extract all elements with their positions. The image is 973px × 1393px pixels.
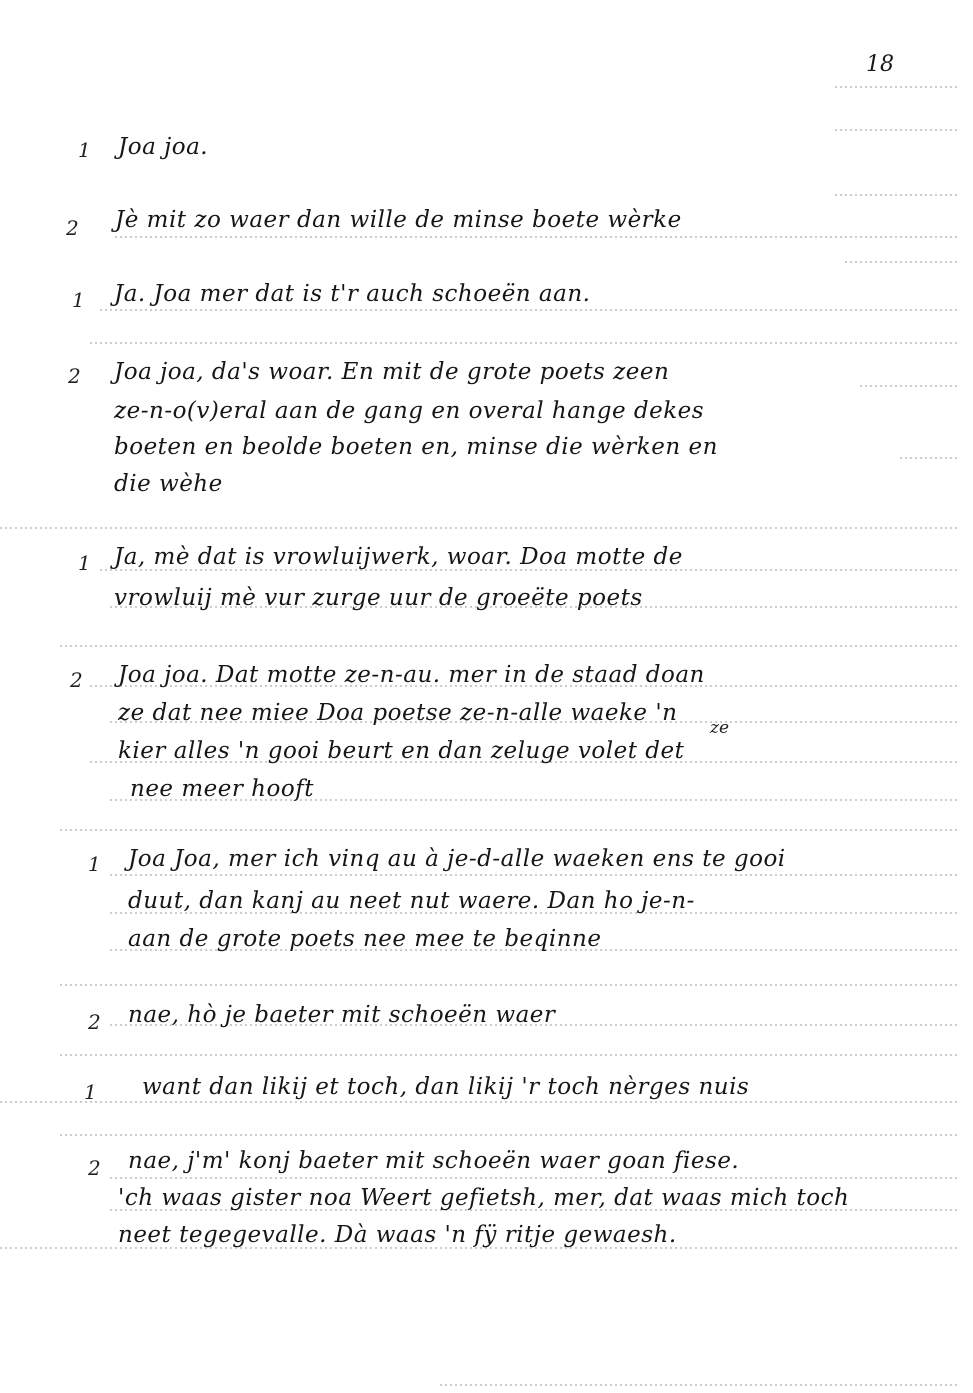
speaker-label: 2 xyxy=(88,1156,101,1180)
page-number: 18 xyxy=(866,52,894,77)
speaker-label: 1 xyxy=(88,852,101,876)
utterance-line: nee meer hooft xyxy=(130,776,314,802)
utterance-line: nae, j'm' konj baeter mit schoeën waer goan fiese. xyxy=(128,1148,740,1174)
speaker-label: 2 xyxy=(66,216,79,240)
utterance-line: kier alles 'n gooi beurt en dan zeluge volet det xyxy=(118,738,685,764)
utterance-line: duut, dan kanj au neet nut waere. Dan ho je-n- xyxy=(128,888,695,914)
utterance-line: ze dat nee miee Doa poetse ze-n-alle waeke 'n xyxy=(118,700,678,726)
utterance-line: aan de grote poets nee mee te beqinne xyxy=(128,926,602,952)
handwritten-insertion: ze xyxy=(710,718,730,738)
utterance-line: ze-n-o(v)eral aan de gang en overal hange dekes xyxy=(114,398,705,424)
utterance-line: Ja, mè dat is vrowluijwerk, woar. Doa motte de xyxy=(114,544,683,570)
utterance-line: Joa Joa, mer ich vinq au à je-d-alle waeken ens te gooi xyxy=(128,846,786,872)
utterance-line: Joa joa. xyxy=(118,134,209,160)
utterance-line: Ja. Joa mer dat is t'r auch schoeën aan. xyxy=(114,281,591,307)
speaker-label: 2 xyxy=(88,1010,101,1034)
utterance-line: boeten en beolde boeten en, minse die wèrken en xyxy=(114,434,718,460)
utterance-line: Joa joa, da's woar. En mit de grote poets zeen xyxy=(114,359,670,385)
speaker-label: 1 xyxy=(84,1080,97,1104)
utterance-line: want dan likij et toch, dan likij 'r toch nèrges nuis xyxy=(142,1074,750,1100)
utterance-line: die wèhe xyxy=(114,471,223,497)
utterance-line: vrowluij mè vur zurge uur de groeëte poets xyxy=(114,585,643,611)
utterance-line: 'ch waas gister noa Weert gefietsh, mer, dat waas mich toch xyxy=(118,1185,850,1211)
utterance-line: neet tegegevalle. Dà waas 'n fÿ ritje gewaesh. xyxy=(118,1222,677,1248)
speaker-label: 2 xyxy=(70,668,83,692)
speaker-label: 1 xyxy=(72,288,85,312)
speaker-label: 1 xyxy=(78,138,91,162)
utterance-line: nae, hò je baeter mit schoeën waer xyxy=(128,1002,556,1028)
speaker-label: 2 xyxy=(68,364,81,388)
utterance-line: Joa joa. Dat motte ze-n-au. mer in de staad doan xyxy=(118,662,705,688)
speaker-label: 1 xyxy=(78,551,91,575)
utterance-line: Jè mit zo waer dan wille de minse boete wèrke xyxy=(115,207,682,233)
